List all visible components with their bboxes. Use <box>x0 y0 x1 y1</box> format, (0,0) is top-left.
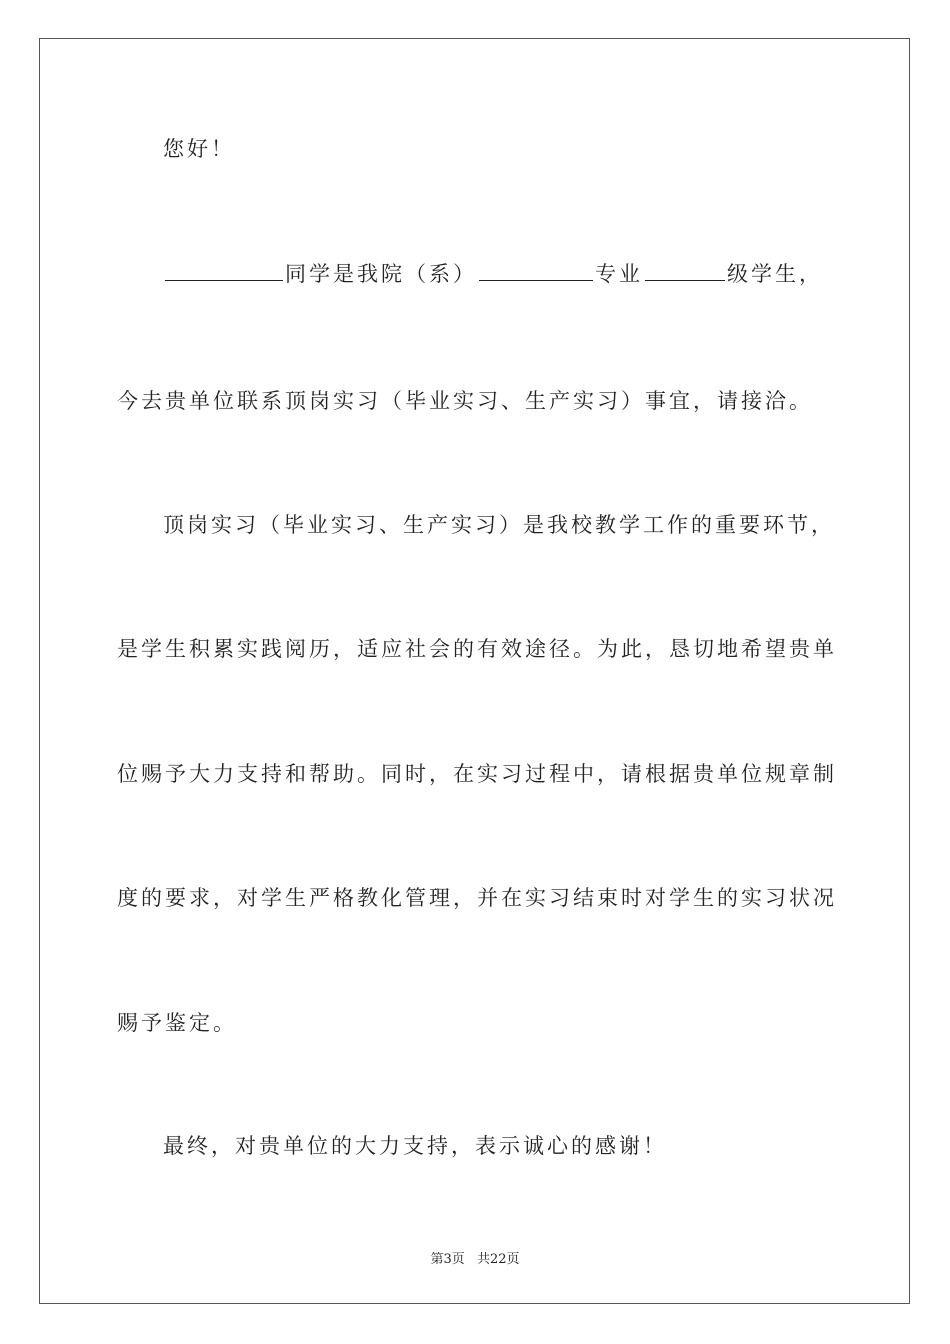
page-border <box>39 38 910 1304</box>
page-footer <box>0 1248 950 1267</box>
student-label: 同学是我院（系） <box>285 262 477 286</box>
body-line-5: 赐予鉴定。 <box>117 1011 237 1035</box>
body-line-3: 位赐予大力支持和帮助。同时，在实习过程中，请根据贵单位规章制 <box>117 762 837 786</box>
grade-label: 级学生， <box>727 262 823 286</box>
grade-blank[interactable] <box>645 262 725 281</box>
major-label: 专业 <box>595 262 643 286</box>
closing-line: 最终，对贵单位的大力支持，表示诚心的感谢！ <box>163 1134 667 1158</box>
page-total: 共22页 <box>476 1252 520 1267</box>
department-blank[interactable] <box>479 262 593 281</box>
student-name-blank[interactable] <box>165 262 283 281</box>
body-line-2: 是学生积累实践阅历，适应社会的有效途径。为此，恳切地希望贵单 <box>117 637 837 661</box>
intro-line <box>163 262 823 286</box>
body-line-1: 顶岗实习（毕业实习、生产实习）是我校教学工作的重要环节， <box>163 513 835 537</box>
body-line-4: 度的要求，对学生严格教化管理，并在实习结束时对学生的实习状况 <box>117 886 837 910</box>
intro-line-2: 今去贵单位联系顶岗实习（毕业实习、生产实习）事宜，请接洽。 <box>117 389 813 413</box>
page-number: 第3页 <box>430 1252 465 1267</box>
greeting: 您好！ <box>163 137 235 161</box>
